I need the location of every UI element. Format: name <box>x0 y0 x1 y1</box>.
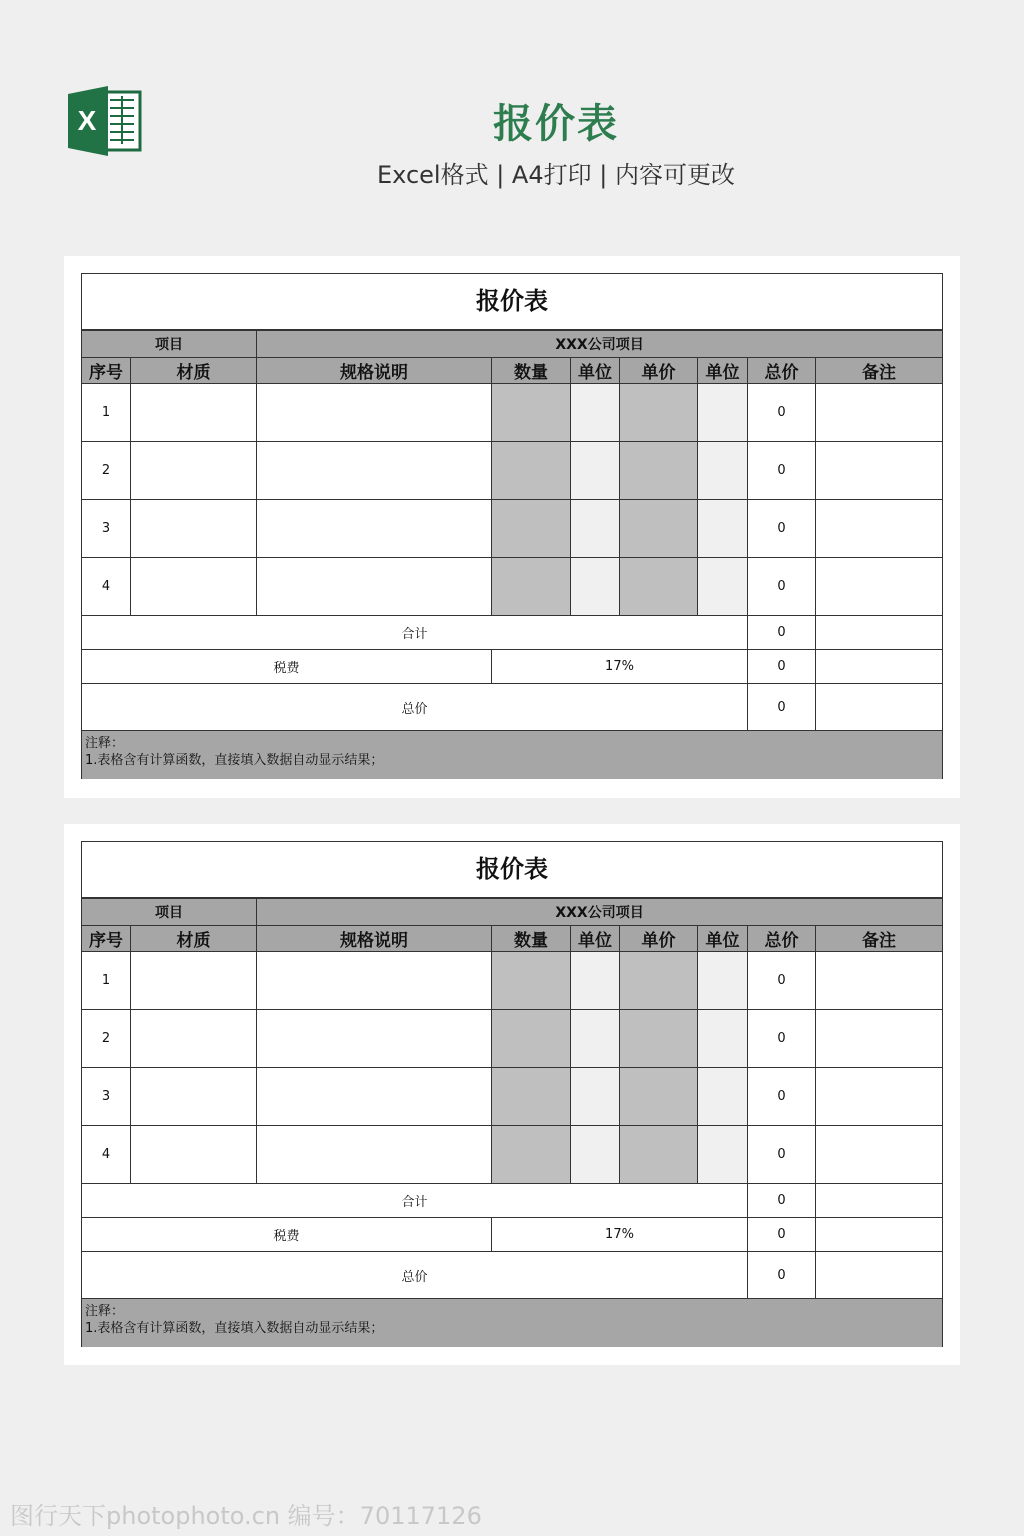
col-header-no: 序号 <box>82 926 131 952</box>
col-header-material: 材质 <box>131 358 257 384</box>
grand-total-value: 0 <box>748 1252 816 1299</box>
unit-price-cell[interactable] <box>620 1126 698 1184</box>
table-row <box>82 1068 943 1126</box>
row-number: 4 <box>82 558 131 616</box>
quote-sheet <box>81 273 943 779</box>
subtotal-value: 0 <box>748 616 816 650</box>
row-total: 0 <box>748 384 816 442</box>
project-label: 项目 <box>82 331 257 358</box>
table-row <box>82 558 943 616</box>
quote-table <box>81 330 943 731</box>
row-number: 1 <box>82 952 131 1010</box>
row-number: 3 <box>82 500 131 558</box>
notes-section <box>82 1299 942 1347</box>
row-total: 0 <box>748 500 816 558</box>
subtotal-remarks[interactable] <box>816 1184 943 1218</box>
row-total: 0 <box>748 952 816 1010</box>
notes-title: 注释： <box>85 1304 125 1319</box>
row-total: 0 <box>748 442 816 500</box>
unit-cell[interactable] <box>571 1068 620 1126</box>
table-row <box>82 384 943 442</box>
quantity-cell[interactable] <box>492 384 571 442</box>
quantity-cell[interactable] <box>492 1010 571 1068</box>
unit-cell[interactable] <box>571 442 620 500</box>
remarks-cell[interactable] <box>816 1010 943 1068</box>
price-unit-cell[interactable] <box>698 1068 748 1126</box>
watermark-text: 图行天下photophoto.cn 编号：70117126 <box>10 1502 482 1530</box>
price-unit-cell[interactable] <box>698 1010 748 1068</box>
unit-price-cell[interactable] <box>620 558 698 616</box>
remarks-cell[interactable] <box>816 952 943 1010</box>
row-total: 0 <box>748 558 816 616</box>
unit-cell[interactable] <box>571 1010 620 1068</box>
table-row <box>82 1126 943 1184</box>
row-number: 2 <box>82 442 131 500</box>
tax-label: 税费 <box>82 650 492 684</box>
col-header-unit: 单位 <box>571 926 620 952</box>
tax-rate[interactable]: 17% <box>492 650 748 684</box>
material-cell[interactable] <box>131 952 257 1010</box>
row-number: 4 <box>82 1126 131 1184</box>
grand-total-label: 总价 <box>82 684 748 731</box>
unit-cell[interactable] <box>571 1126 620 1184</box>
spec-cell[interactable] <box>257 384 492 442</box>
table-row <box>82 500 943 558</box>
quantity-cell[interactable] <box>492 558 571 616</box>
grand-total-label: 总价 <box>82 1252 748 1299</box>
sheet-title: 报价表 <box>82 274 942 330</box>
notes-section <box>82 731 942 779</box>
tax-remarks[interactable] <box>816 650 943 684</box>
quantity-cell[interactable] <box>492 500 571 558</box>
col-header-remarks: 备注 <box>816 926 943 952</box>
unit-price-cell[interactable] <box>620 384 698 442</box>
quote-table <box>81 898 943 1299</box>
grand-total-remarks[interactable] <box>816 684 943 731</box>
tax-remarks[interactable] <box>816 1218 943 1252</box>
spec-cell[interactable] <box>257 500 492 558</box>
notes-line: 1.表格含有计算函数，直接填入数据自动显示结果； <box>85 1321 384 1336</box>
unit-cell[interactable] <box>571 952 620 1010</box>
col-header-total: 总价 <box>748 926 816 952</box>
table-row <box>82 952 943 1010</box>
quote-sheet-card-1 <box>64 256 960 798</box>
col-header-price-unit: 单位 <box>698 926 748 952</box>
unit-price-cell[interactable] <box>620 1010 698 1068</box>
remarks-cell[interactable] <box>816 442 943 500</box>
unit-price-cell[interactable] <box>620 1068 698 1126</box>
col-header-remarks: 备注 <box>816 358 943 384</box>
remarks-cell[interactable] <box>816 384 943 442</box>
col-header-material: 材质 <box>131 926 257 952</box>
quantity-cell[interactable] <box>492 442 571 500</box>
unit-price-cell[interactable] <box>620 442 698 500</box>
material-cell[interactable] <box>131 1068 257 1126</box>
col-header-unit-price: 单价 <box>620 926 698 952</box>
col-header-no: 序号 <box>82 358 131 384</box>
quantity-cell[interactable] <box>492 1126 571 1184</box>
subtotal-value: 0 <box>748 1184 816 1218</box>
spec-cell[interactable] <box>257 558 492 616</box>
table-row <box>82 442 943 500</box>
material-cell[interactable] <box>131 1010 257 1068</box>
spec-cell[interactable] <box>257 1126 492 1184</box>
unit-price-cell[interactable] <box>620 952 698 1010</box>
material-cell[interactable] <box>131 384 257 442</box>
unit-cell[interactable] <box>571 384 620 442</box>
col-header-spec: 规格说明 <box>257 358 492 384</box>
remarks-cell[interactable] <box>816 500 943 558</box>
page-subtitle: Excel格式 | A4打印 | 内容可更改 <box>377 161 735 189</box>
project-label: 项目 <box>82 899 257 926</box>
material-cell[interactable] <box>131 1126 257 1184</box>
quantity-cell[interactable] <box>492 1068 571 1126</box>
col-header-unit: 单位 <box>571 358 620 384</box>
col-header-price-unit: 单位 <box>698 358 748 384</box>
table-row <box>82 1010 943 1068</box>
quote-sheet <box>81 841 943 1347</box>
row-total: 0 <box>748 1010 816 1068</box>
unit-price-cell[interactable] <box>620 500 698 558</box>
price-unit-cell[interactable] <box>698 442 748 500</box>
price-unit-cell[interactable] <box>698 558 748 616</box>
subtotal-remarks[interactable] <box>816 616 943 650</box>
tax-rate[interactable]: 17% <box>492 1218 748 1252</box>
row-number: 3 <box>82 1068 131 1126</box>
tax-label: 税费 <box>82 1218 492 1252</box>
project-value[interactable]: XXX公司项目 <box>257 331 943 358</box>
row-number: 1 <box>82 384 131 442</box>
unit-cell[interactable] <box>571 558 620 616</box>
spec-cell[interactable] <box>257 1010 492 1068</box>
price-unit-cell[interactable] <box>698 952 748 1010</box>
row-total: 0 <box>748 1068 816 1126</box>
project-value[interactable]: XXX公司项目 <box>257 899 943 926</box>
grand-total-remarks[interactable] <box>816 1252 943 1299</box>
subtotal-label: 合计 <box>82 1184 748 1218</box>
price-unit-cell[interactable] <box>698 500 748 558</box>
remarks-cell[interactable] <box>816 558 943 616</box>
col-header-quantity: 数量 <box>492 926 571 952</box>
tax-value: 0 <box>748 650 816 684</box>
price-unit-cell[interactable] <box>698 384 748 442</box>
material-cell[interactable] <box>131 500 257 558</box>
spec-cell[interactable] <box>257 952 492 1010</box>
row-number: 2 <box>82 1010 131 1068</box>
material-cell[interactable] <box>131 442 257 500</box>
col-header-spec: 规格说明 <box>257 926 492 952</box>
logo-letter: X <box>77 105 97 136</box>
spec-cell[interactable] <box>257 442 492 500</box>
col-header-unit-price: 单价 <box>620 358 698 384</box>
remarks-cell[interactable] <box>816 1126 943 1184</box>
page-title: 报价表 <box>493 101 619 147</box>
quantity-cell[interactable] <box>492 952 571 1010</box>
price-unit-cell[interactable] <box>698 1126 748 1184</box>
quote-sheet-card-2 <box>64 824 960 1365</box>
col-header-quantity: 数量 <box>492 358 571 384</box>
subtotal-label: 合计 <box>82 616 748 650</box>
remarks-cell[interactable] <box>816 1068 943 1126</box>
notes-title: 注释： <box>85 736 125 751</box>
grand-total-value: 0 <box>748 684 816 731</box>
tax-value: 0 <box>748 1218 816 1252</box>
col-header-total: 总价 <box>748 358 816 384</box>
row-total: 0 <box>748 1126 816 1184</box>
unit-cell[interactable] <box>571 500 620 558</box>
notes-line: 1.表格含有计算函数，直接填入数据自动显示结果； <box>85 753 384 768</box>
sheet-title: 报价表 <box>82 842 942 898</box>
spec-cell[interactable] <box>257 1068 492 1126</box>
material-cell[interactable] <box>131 558 257 616</box>
